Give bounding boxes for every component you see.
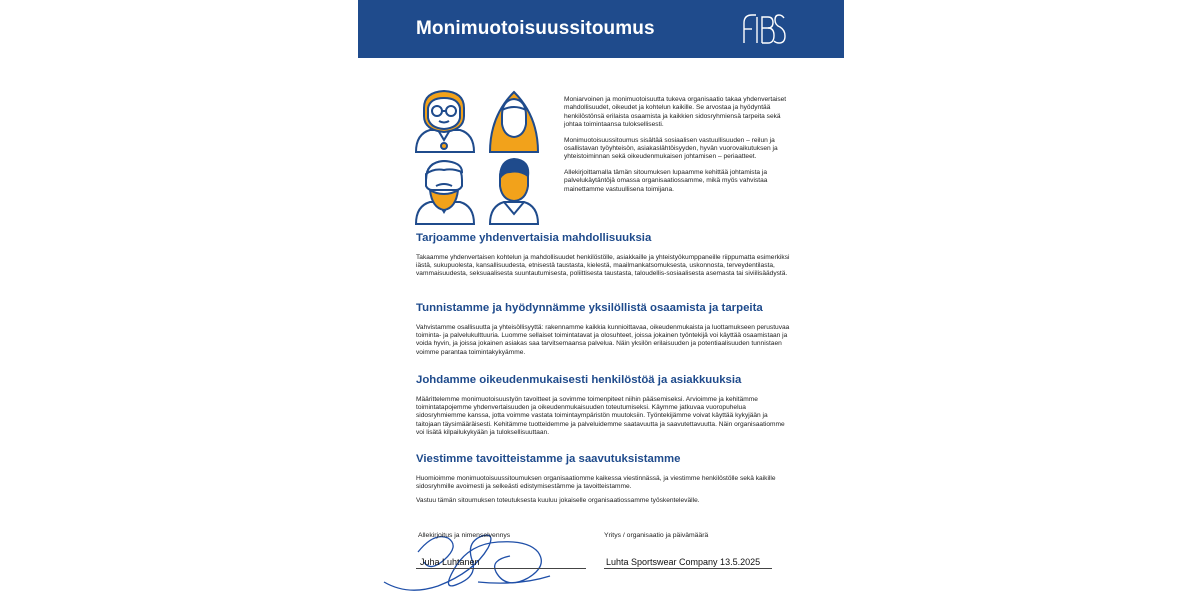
commitment-document: [358, 0, 844, 600]
signature-line: [416, 568, 586, 569]
section-paragraph: Määrittelemme monimuotoisuustyön tavoitteet ja sovimme toimenpiteet niihin pääsemiseksi. Arvioimme ja kehitämme toimintatapojemme yhdenvertaisuuden ja oikeudenmukaisuuden toteutumiseksi. Käymme jatkuvaa vuoropuhelua sidosryhmiemme kanssa, jotta voimme vastata toimintaympäristön muutoksiin. Työntekijämme voivat käyttää kykyjään ja taitojaan täysimääräisesti. Kehitämme tuotteidemme ja palveluidemme saatavuutta ja saavutettavuutta. Näin organisaatiomme voi lisätä kilpailukykyään ja tuloksellisuuttaan.: [416, 396, 785, 436]
handwritten-signature: [378, 512, 558, 598]
person-icon: [490, 159, 538, 224]
signature-name: Juha Luhtanen: [420, 557, 480, 567]
section-fair-leadership: [416, 374, 794, 442]
logo-text: FIBS: [742, 11, 745, 12]
person-with-glasses-icon: [416, 91, 474, 152]
section-heading: Johdamme oikeudenmukaisesti henkilöstöä ja asiakkuuksia: [416, 374, 742, 386]
company-date-line: [604, 568, 772, 569]
intro-text: [564, 96, 794, 201]
section-heading: Viestimme tavoitteistamme ja saavutuksistamme: [416, 453, 681, 465]
intro-paragraph: Monimuotoisuussitoumus sisältää sosiaalisen vastuullisuuden – reilun ja osallistavan työyhteisön, asiakaslähtöisyyden, hyvän vuorovaikutuksen ja yhteistoiminnan sekä oikeudenmukaisen johtamisen – periaatteet.: [564, 136, 778, 161]
section-equal-opportunities: [416, 232, 794, 284]
section-paragraph: Vastuu tämän sitoumuksen toteutuksesta kuuluu jokaiselle organisaatiossamme työskentelevälle.: [416, 497, 700, 505]
section-communication: [416, 453, 794, 511]
signature-label: Allekirjoitus ja nimenselvennys: [418, 532, 511, 539]
section-paragraph: Takaamme yhdenvertaisen kohtelun ja mahdollisuudet henkilöstölle, asiakkaille ja yhteistyökumppaneille riippumatta esimerkiksi iästä, sukupuolesta, kansallisuudesta, etnisestä taustasta, kielestä, maailmankatsomuksesta, uskonnosta, terveydentilasta, vammaisuudesta, seksuaalisesta suuntautumisesta, poliittisesta taustasta, taloudellis-sosiaalisesta asemasta tai siviilisäädystä.: [416, 254, 790, 278]
person-with-beard-icon: [416, 161, 474, 224]
section-individual-skills: [416, 302, 794, 362]
section-paragraph: Vahvistamme osallisuutta ja yhteisöllisyyttä: rakennamme kaikkia kunnioittavaa, oikeudenmukaista ja luottamukseen perustuvaa toiminta- ja palvelukulttuuria. Luomme sellaiset toimintatavat ja olosuhteet, joissa jokainen työntekijä voi käyttää osaamistaan ja voida hyvin, ja joissa jokainen asiakas saa tarvitsemaansa palvelua. Näin yksilön erilaisuuden ja potentiaalisuuden tunnistaen voimme parantaa toimintakykyämme.: [416, 324, 790, 356]
company-date-label: Yritys / organisaatio ja päivämäärä: [604, 532, 709, 539]
person-with-hijab-icon: [490, 92, 538, 152]
section-heading: Tarjoamme yhdenvertaisia mahdollisuuksia: [416, 232, 652, 244]
document-header: [358, 0, 844, 58]
section-heading: Tunnistamme ja hyödynnämme yksilöllistä osaamista ja tarpeita: [416, 302, 763, 314]
fibs-logo: [742, 11, 786, 47]
intro-paragraph: Allekirjoittamalla tämän sitoumuksen lupaamme kehittää johtamista ja palvelukäytäntöjä omassa organisaatiossamme, mikä myös vahvistaa mainettamme vastuullisena toimijana.: [564, 168, 768, 193]
diversity-illustration: [414, 86, 548, 226]
document-title: Monimuotoisuussitoumus: [416, 18, 655, 39]
company-date-value: Luhta Sportswear Company 13.5.2025: [606, 557, 761, 567]
intro-paragraph: Moniarvoinen ja monimuotoisuutta tukeva organisaatio takaa yhdenvertaiset mahdollisuudet, oikeudet ja kohtelun kaikille. Se arvostaa ja hyödyntää henkilöstönsä erilaista osaamista ja kaikkien sidosryhmiensä tarpeita sekä johtaa toimintaansa tuloksellisesti.: [564, 96, 787, 129]
section-paragraph: Huomioimme monimuotoisuussitoumuksen organisaatiomme kaikessa viestinnässä, ja viestimme henkilöstölle sekä kaikille sidosryhmille avoimesti ja selkeästi edistymisestämme ja tavoitteistamme.: [416, 475, 776, 491]
